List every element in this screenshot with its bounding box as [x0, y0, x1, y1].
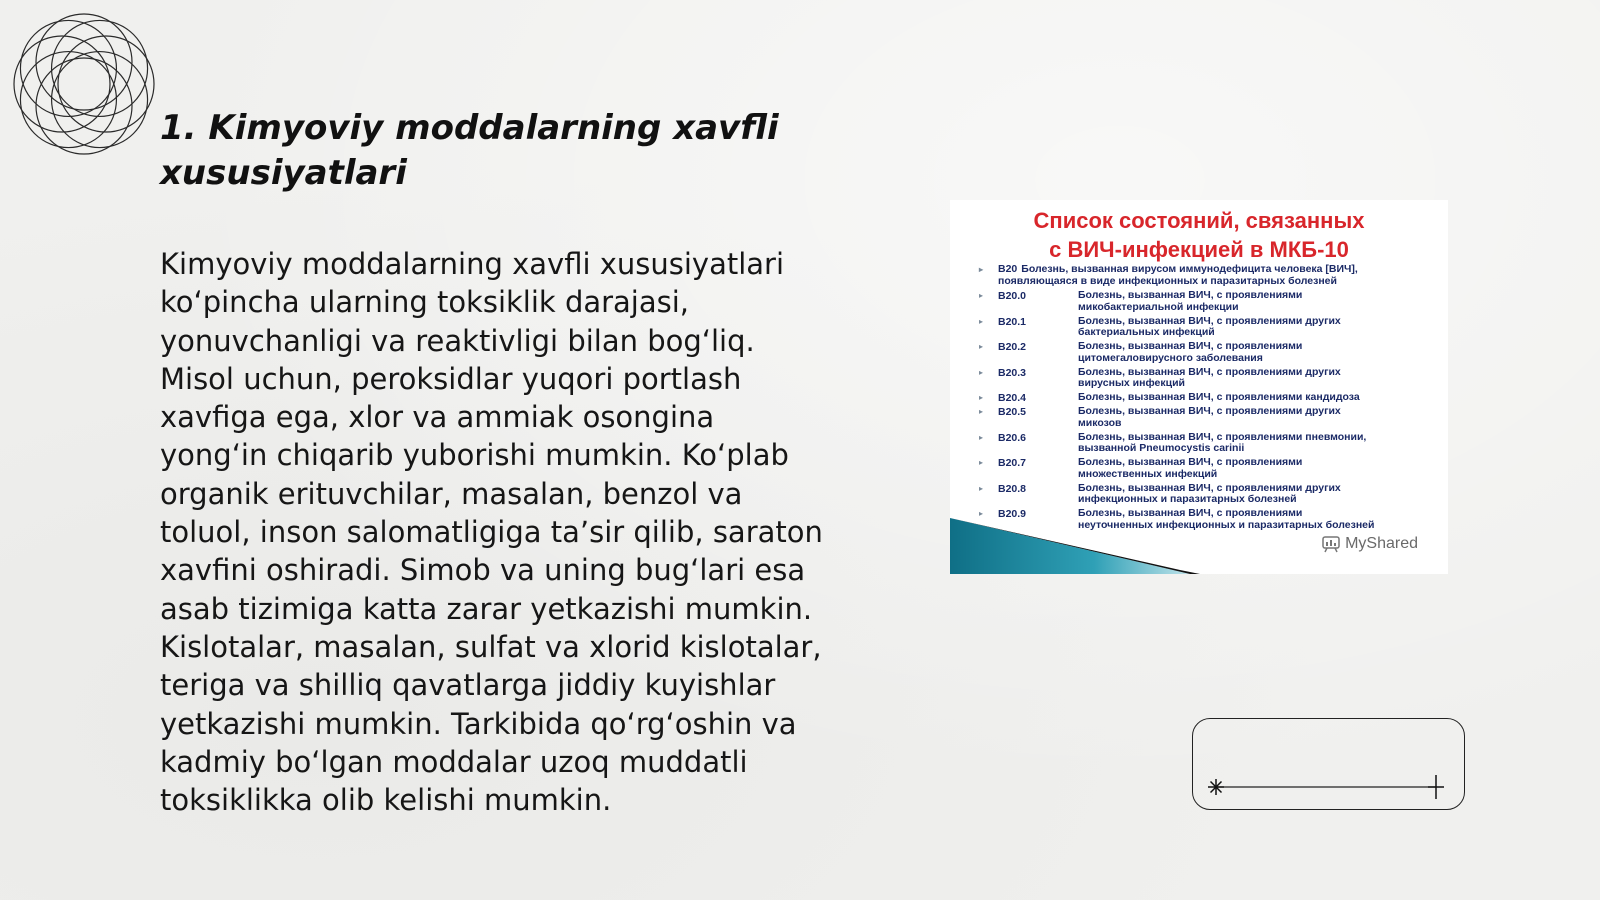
icd-description-line-1: Болезнь, вызванная ВИЧ, с проявлениями [1078, 340, 1303, 352]
icd-description [1078, 392, 1423, 404]
body-text-line: toluol, inson salomatligiga taʼsir qilib, saraton [160, 515, 823, 550]
icd-code: B20.1 [998, 315, 1027, 328]
icd-description [1078, 406, 1423, 429]
bullet-icon: ▸ [979, 316, 984, 326]
icd-description-line-2: микозов [1078, 416, 1122, 429]
bullet-icon: ▸ [979, 458, 984, 467]
icd-description-line-2: множественных инфекций [1078, 467, 1218, 480]
icd-code: B20.6 [998, 431, 1027, 444]
icd-code-item [978, 457, 1438, 483]
icd-description-line-1: Болезнь, вызванная ВИЧ, с проявлениями пневмонии, [1078, 430, 1367, 443]
icd-code: B20.3 [998, 366, 1027, 379]
icd-code-item [978, 290, 1438, 316]
orbit-circle [36, 14, 132, 110]
body-text-line: yonuvchanligi va reaktivligi bilan bogʻliq. [160, 323, 755, 358]
icd-description-line-1: Болезнь, вызванная ВИЧ, с проявлениями других [1078, 365, 1341, 378]
icd-code-list [978, 264, 1438, 534]
icd-code-item [978, 316, 1438, 342]
decorative-orbit-circles-icon [10, 10, 158, 158]
asterisk-star-icon [1208, 779, 1224, 795]
icd-code-item [978, 367, 1438, 393]
icd-code-item [978, 406, 1438, 432]
body-text-line: yetkazishi mumkin. Tarkibida qoʻrgʻoshin va [160, 706, 797, 741]
bullet-icon: ▸ [979, 291, 984, 300]
body-text-line: yongʻin chiqarib yuborishi mumkin. Koʻplab [160, 438, 789, 473]
myshared-watermark [1321, 534, 1418, 554]
body-text-line: xavfini oshiradi. Simob va uning bugʻlari esa [160, 553, 806, 588]
orbit-circle [20, 20, 116, 116]
icd-code: B20.0 [998, 290, 1027, 302]
icd-header-text-1: Болезнь, вызванная вирусом иммунодефицита человека [ВИЧ], [1021, 263, 1358, 275]
icd-description-line-1: Болезнь, вызванная ВИЧ, с проявлениями других [1078, 314, 1341, 327]
icd-description-line-1: Болезнь, вызванная ВИЧ, с проявлениями [1078, 289, 1303, 301]
icd-description-line-2: инфекционных и паразитарных болезней [1078, 493, 1297, 505]
icd-code: B20.5 [998, 406, 1027, 418]
icd-code-item [978, 341, 1438, 367]
icd-header-item [978, 264, 1438, 287]
icd-description [1078, 483, 1423, 506]
icd-code: B20.8 [998, 482, 1027, 495]
icd-description-line-2: вирусных инфекций [1078, 377, 1185, 389]
bullet-icon: ▸ [979, 483, 984, 493]
icd-description [1078, 341, 1423, 364]
bullet-icon: ▸ [979, 367, 984, 377]
body-text-line: Kimyoviy moddalarning xavfli xususiyatlari [160, 247, 785, 281]
icd-description-line-2: бактериальных инфекций [1078, 326, 1215, 338]
icd-description [1078, 367, 1423, 390]
icd-description [1078, 432, 1423, 455]
icd-description-line-1: Болезнь, вызванная ВИЧ, с проявлениями других [1078, 405, 1341, 417]
body-text-line: koʻpincha ularning toksiklik darajasi, [160, 285, 690, 320]
cross-sparkle-icon [1428, 775, 1444, 799]
bullet-icon: ▸ [979, 407, 984, 416]
image-title [950, 206, 1448, 264]
icd-description-line-1: Болезнь, вызванная ВИЧ, с проявлениями кандидоза [1078, 391, 1360, 403]
watermark-text: MyShared [1345, 535, 1418, 552]
body-text-line: Kislotalar, masalan, sulfat va xlorid kislotalar, [160, 629, 822, 664]
icd-description [1078, 290, 1423, 313]
hiv-icd10-list-image [950, 200, 1448, 574]
bullet-icon: ▸ [979, 509, 984, 518]
orbit-circle [36, 58, 132, 154]
icd-code-item [978, 432, 1438, 458]
orbit-circle [52, 52, 148, 148]
orbit-circle [58, 36, 154, 132]
body-text-line: toksiklikka olib kelishi mumkin. [160, 783, 612, 818]
orbit-circle [20, 52, 116, 148]
icd-description-line-1: Болезнь, вызванная ВИЧ, с проявлениями [1078, 456, 1303, 468]
icd-header-code: B20 [998, 263, 1018, 275]
icd-description-line-2: цитомегаловирусного заболевания [1078, 351, 1263, 364]
icd-code: B20.4 [998, 392, 1027, 404]
image-title-line-2: с ВИЧ-инфекцией в МКБ-10 [1049, 237, 1349, 262]
body-text-line: xavfiga ega, xlor va ammiak osongina [160, 400, 715, 435]
body-text-line: asab tizimiga katta zarar yetkazishi mumkin. [160, 591, 813, 626]
bullet-icon: ▸ [979, 342, 984, 351]
image-title-line-1: Список состояний, связанных [1033, 208, 1365, 233]
slide-body-text [160, 245, 850, 819]
orbit-circle [52, 20, 148, 116]
myshared-logo-icon [1321, 534, 1341, 554]
icd-code-item [978, 392, 1438, 406]
icd-description-line-1: Болезнь, вызванная ВИЧ, с проявлениями других [1078, 481, 1341, 494]
orbit-circle [14, 36, 110, 132]
bullet-icon: ▸ [979, 393, 984, 402]
body-text-line: kadmiy boʻlgan moddalar uzoq muddatli [160, 744, 748, 779]
decorative-line [1198, 775, 1458, 799]
icd-description-line-2: микобактериальной инфекции [1078, 300, 1239, 313]
slide-title: 1. Kimyoviy moddalarning xavfli xususiyatlari [160, 108, 779, 193]
icd-description [1078, 316, 1423, 339]
body-text-line: teriga va shilliq qavatlarga jiddiy kuyishlar [160, 668, 776, 703]
icd-header-text-2: появляющаяся в виде инфекционных и паразитарных болезней [998, 274, 1337, 287]
bullet-icon: ▸ [979, 432, 984, 442]
icd-code: B20.9 [998, 508, 1027, 520]
icd-code: B20.2 [998, 341, 1027, 353]
bullet-icon: ▸ [979, 265, 984, 274]
icd-description-line-2: неуточненных инфекционных и паразитарных болезней [1078, 518, 1375, 531]
body-text-line: organik erituvchilar, masalan, benzol va [160, 476, 743, 511]
icd-description-line-2: вызванной Pneumocystis carinii [1078, 442, 1245, 454]
icd-code-item [978, 483, 1438, 509]
icd-code: B20.7 [998, 457, 1027, 469]
icd-description [1078, 457, 1423, 480]
icd-description-line-1: Болезнь, вызванная ВИЧ, с проявлениями [1078, 507, 1303, 519]
body-text-line: Misol uchun, peroksidlar yuqori portlash [160, 361, 742, 396]
